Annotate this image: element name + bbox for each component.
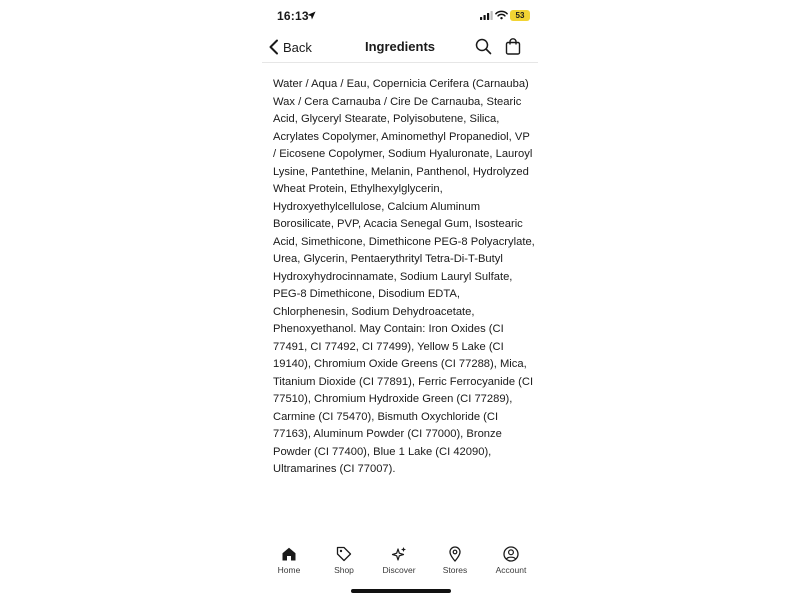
status-bar	[262, 0, 538, 32]
cellular-signal-icon	[480, 11, 493, 20]
status-time: 16:13	[277, 9, 309, 23]
back-label: Back	[283, 39, 312, 55]
phone-screen	[262, 0, 538, 600]
wifi-icon	[495, 10, 508, 20]
nav-bar	[262, 32, 538, 63]
user-icon	[503, 546, 519, 562]
tab-home[interactable]	[264, 542, 314, 575]
tag-icon	[336, 546, 352, 562]
tab-label-account: Account	[495, 565, 527, 575]
tab-label-stores: Stores	[442, 565, 468, 575]
shopping-bag-icon[interactable]	[505, 38, 521, 55]
tab-stores[interactable]	[430, 542, 480, 575]
location-arrow-icon	[307, 11, 316, 20]
sparkles-icon	[391, 546, 407, 562]
search-icon[interactable]	[475, 38, 492, 55]
tab-account[interactable]	[486, 542, 536, 575]
tab-shop[interactable]	[319, 542, 369, 575]
tab-label-home: Home	[277, 565, 301, 575]
page-title: Ingredients	[364, 39, 436, 54]
tab-bar	[262, 542, 538, 582]
home-indicator	[351, 589, 451, 593]
home-icon	[281, 546, 297, 562]
tab-label-discover: Discover	[382, 565, 416, 575]
location-pin-icon	[447, 546, 463, 562]
battery-badge: 53	[510, 10, 530, 21]
tab-discover[interactable]	[374, 542, 424, 575]
ingredients-text: Water / Aqua / Eau, Copernicia Cerifera (Carnauba) Wax / Cera Carnauba / Cire De Carnauba, Stearic Acid, Glyceryl Stearate, Polyisobutene, Silica, Acrylates Copolymer, Aminomethyl Propanediol, VP / Eicosene Copolymer, Sodium Hyaluronate, Lauroyl Lysine, Pantethine, Melanin, Panthenol, Hydrolyzed Wheat Protein, Ethylhexylglycerin, Hydroxyethylcellulose, Calcium Aluminum Borosilicate, PVP, Acacia Senegal Gum, Isostearic Acid, Simethicone, Dimethicone PEG-8 Polyacrylate, Urea, Glycerin, Pentaerythrityl Tetra-Di-T-Butyl Hydroxyhydrocinnamate, Sodium Lauryl Sulfate, PEG-8 Dimethicone, Disodium EDTA, Chlorphenesin, Sodium Dehydroacetate, Phenoxyethanol. May Contain: Iron Oxides (CI 77491, CI 77492, CI 77499), Yellow 5 Lake (CI 19140), Chromium Oxide Greens (CI 77288), Mica, Titanium Dioxide (CI 77891), Ferric Ferrocyanide (CI 77510), Chromium Hydroxide Green (CI 77289), Carmine (CI 75470), Bismuth Oxychloride (CI 77163), Aluminum Powder (CI 77000), Bronze Powder (CI 77400), Blue 1 Lake (CI 42090), Ultramarines (CI 77007).	[273, 78, 535, 475]
ingredients-content	[273, 76, 535, 479]
tab-label-shop: Shop	[334, 565, 354, 575]
